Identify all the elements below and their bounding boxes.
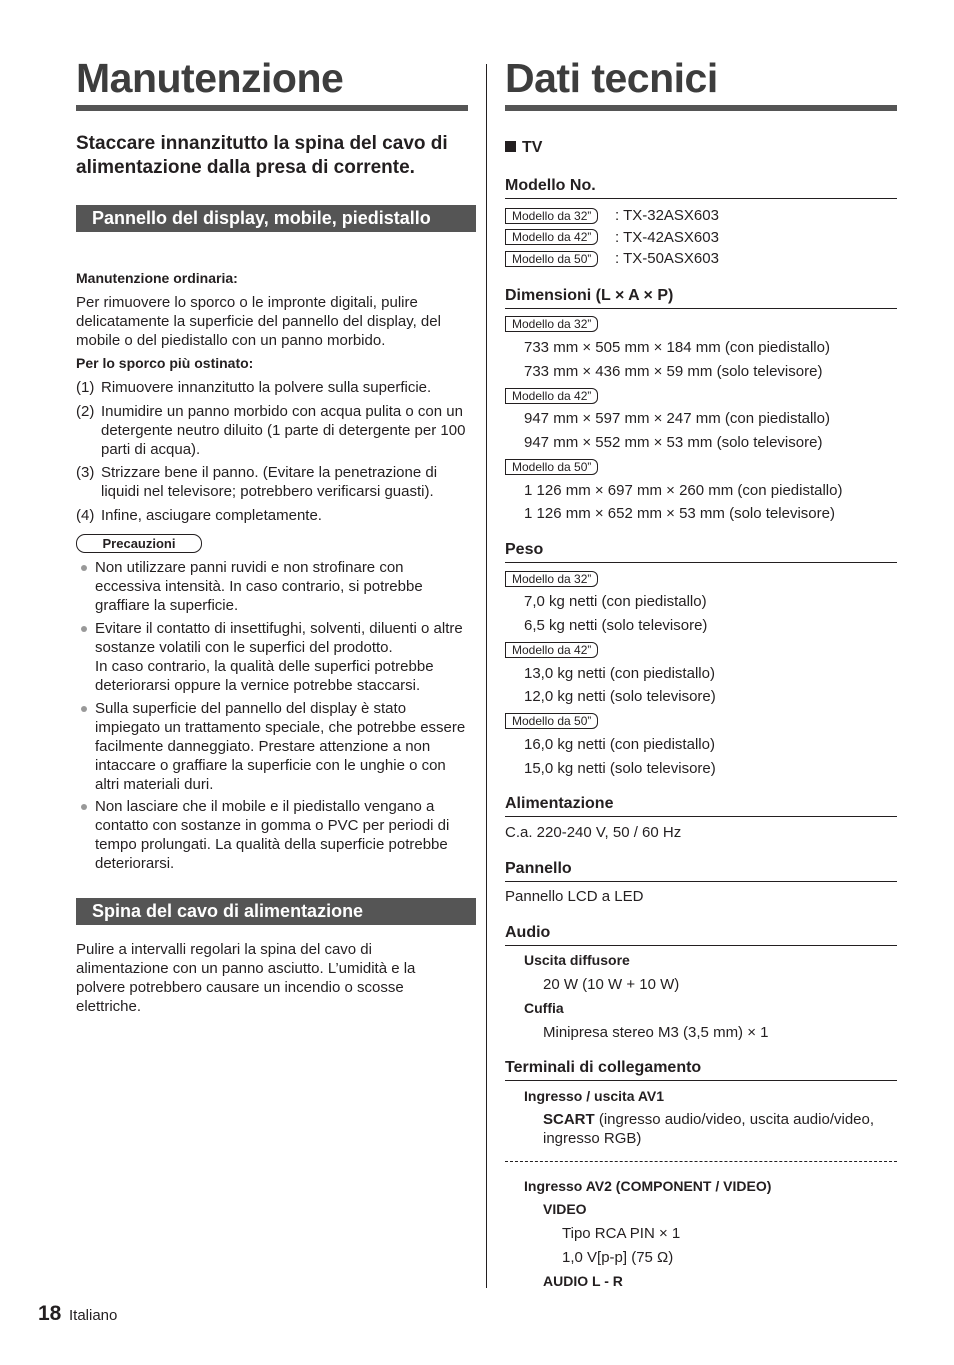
bullet-icon	[81, 706, 87, 712]
model-tag: Modello da 50”	[505, 713, 598, 729]
tv-heading	[505, 138, 542, 158]
speaker-output-label: Uscita diffusore	[524, 952, 630, 968]
section-banner-display: Pannello del display, mobile, piedistallo	[76, 205, 476, 232]
dimension-value: 733 mm × 505 mm × 184 mm (con piedistallo)	[524, 339, 830, 356]
weight-value: 6,5 kg netti (solo televisore)	[524, 617, 708, 634]
step-text: Rimuovere innanzitutto la polvere sulla superficie.	[101, 379, 432, 396]
section-banner-plug: Spina del cavo di alimentazione	[76, 898, 476, 925]
dimension-value: 947 mm × 597 mm × 247 mm (con piedistallo)	[524, 410, 830, 427]
stubborn-dirt-label: Per lo sporco più ostinato:	[76, 355, 254, 371]
dimension-value: 947 mm × 552 mm × 53 mm (solo televisore)	[524, 434, 823, 451]
power-heading: Alimentazione	[505, 794, 897, 817]
step-number: (4)	[76, 507, 95, 524]
dimension-value: 1 126 mm × 652 mm × 53 mm (solo televisore)	[524, 505, 835, 522]
page-title-specifications: Dati tecnici	[505, 55, 718, 101]
video-label: VIDEO	[543, 1201, 587, 1217]
scart-label: SCART	[543, 1111, 595, 1128]
step-number: (2)	[76, 403, 95, 420]
model-number: : TX-32ASX603	[615, 207, 719, 224]
bullet-text: Evitare il contatto di insettifughi, solventi, diluenti o altre sostanze volatili con le superfici del prodotto. In caso contrario, la qualità delle superfici potrebbe deteriorarsi oppure la vernice potrebbe staccarsi.	[95, 620, 463, 694]
panel-value: Pannello LCD a LED	[505, 888, 644, 905]
routine-maintenance-text: Per rimuovere lo sporco o le impronte digitali, pulire delicatamente la superficie del pannello del display, del mobile o del piedistallo con un panno morbido.	[76, 294, 441, 349]
audio-lr-label: AUDIO L - R	[543, 1273, 623, 1289]
model-tag: Modello da 32”	[505, 316, 598, 332]
bullet-text: Non lasciare che il mobile e il piedistallo vengano a contatto con sostanze in gomma o PVC per periodi di tempo prolungati. La qualità della superficie potrebbe deteriorarsi.	[95, 798, 450, 872]
scart-description: (ingresso audio/video, uscita audio/video, ingresso RGB)	[543, 1111, 875, 1147]
model-tag: Modello da 42”	[505, 388, 598, 404]
model-tag: Modello da 32”	[505, 571, 598, 587]
bullet-text: Sulla superficie del pannello del display è stato impiegato un trattamento speciale, che potrebbe essere facilmente danneggiato. Prestare attenzione a non intaccare o graffiare la superficie con le unghie o con altri materiali duri.	[95, 700, 466, 793]
dimensions-heading: Dimensioni (L × A × P)	[505, 286, 897, 309]
model-number: : TX-50ASX603	[615, 250, 719, 267]
av2-label: Ingresso AV2 (COMPONENT / VIDEO)	[524, 1178, 772, 1194]
av1-label: Ingresso / uscita AV1	[524, 1088, 665, 1104]
video-level: 1,0 V[p-p] (75 Ω)	[562, 1249, 674, 1266]
power-value: C.a. 220-240 V, 50 / 60 Hz	[505, 824, 682, 841]
step-number: (1)	[76, 379, 95, 396]
title-rule	[76, 105, 468, 111]
footer-language: Italiano	[69, 1307, 118, 1324]
model-number: : TX-42ASX603	[615, 229, 719, 246]
step-text: Infine, asciugare completamente.	[101, 507, 322, 524]
column-divider	[486, 64, 487, 1288]
tv-heading-text: TV	[522, 139, 543, 156]
bullet-text: Non utilizzare panni ruvidi e non strofinare con eccessiva intensità. In caso contrario, si potrebbe graffiare la superficie.	[95, 559, 423, 614]
terminals-heading: Terminali di collegamento	[505, 1058, 897, 1081]
page-title-maintenance: Manutenzione	[76, 55, 344, 101]
video-connector: Tipo RCA PIN × 1	[562, 1225, 681, 1242]
weight-value: 16,0 kg netti (con piedistallo)	[524, 736, 715, 753]
weight-value: 7,0 kg netti (con piedistallo)	[524, 593, 707, 610]
model-number-heading: Modello No.	[505, 176, 897, 199]
unplug-warning: Staccare innanzitutto la spina del cavo di alimentazione dalla presa di corrente.	[76, 133, 448, 178]
weight-heading: Peso	[505, 540, 897, 563]
panel-heading: Pannello	[505, 859, 897, 882]
model-tag: Modello da 32”	[505, 208, 598, 224]
model-tag: Modello da 42”	[505, 229, 598, 245]
model-tag: Modello da 42”	[505, 642, 598, 658]
dashed-separator	[505, 1161, 897, 1162]
square-bullet-icon	[505, 141, 516, 152]
title-rule	[505, 105, 897, 111]
plug-cleaning-text: Pulire a intervalli regolari la spina del cavo di alimentazione con un panno asciutto. L’umidità e la polvere potrebbero causare un incendio o scosse elettriche.	[76, 941, 416, 1015]
weight-value: 13,0 kg netti (con piedistallo)	[524, 665, 715, 682]
bullet-icon	[81, 565, 87, 571]
page-number: 18	[38, 1302, 62, 1325]
headphone-label: Cuffia	[524, 1000, 564, 1016]
precautions-badge: Precauzioni	[76, 534, 202, 553]
model-tag: Modello da 50”	[505, 459, 598, 475]
speaker-output-value: 20 W (10 W + 10 W)	[543, 976, 680, 993]
headphone-value: Minipresa stereo M3 (3,5 mm) × 1	[543, 1024, 769, 1041]
step-text: Inumidire un panno morbido con acqua pulita o con un detergente neutro diluito (1 parte di detergente per 100 parti di acqua).	[101, 403, 466, 458]
dimension-value: 1 126 mm × 697 mm × 260 mm (con piedistallo)	[524, 482, 843, 499]
routine-maintenance-label: Manutenzione ordinaria:	[76, 270, 238, 286]
audio-heading: Audio	[505, 923, 897, 946]
av1-description	[543, 1110, 897, 1148]
weight-value: 15,0 kg netti (solo televisore)	[524, 760, 716, 777]
model-tag: Modello da 50”	[505, 251, 598, 267]
step-number: (3)	[76, 464, 95, 481]
weight-value: 12,0 kg netti (solo televisore)	[524, 688, 716, 705]
bullet-icon	[81, 626, 87, 632]
step-text: Strizzare bene il panno. (Evitare la penetrazione di liquidi nel televisore; potrebbero verificarsi guasti).	[101, 464, 438, 500]
dimension-value: 733 mm × 436 mm × 59 mm (solo televisore)	[524, 363, 823, 380]
bullet-icon	[81, 804, 87, 810]
